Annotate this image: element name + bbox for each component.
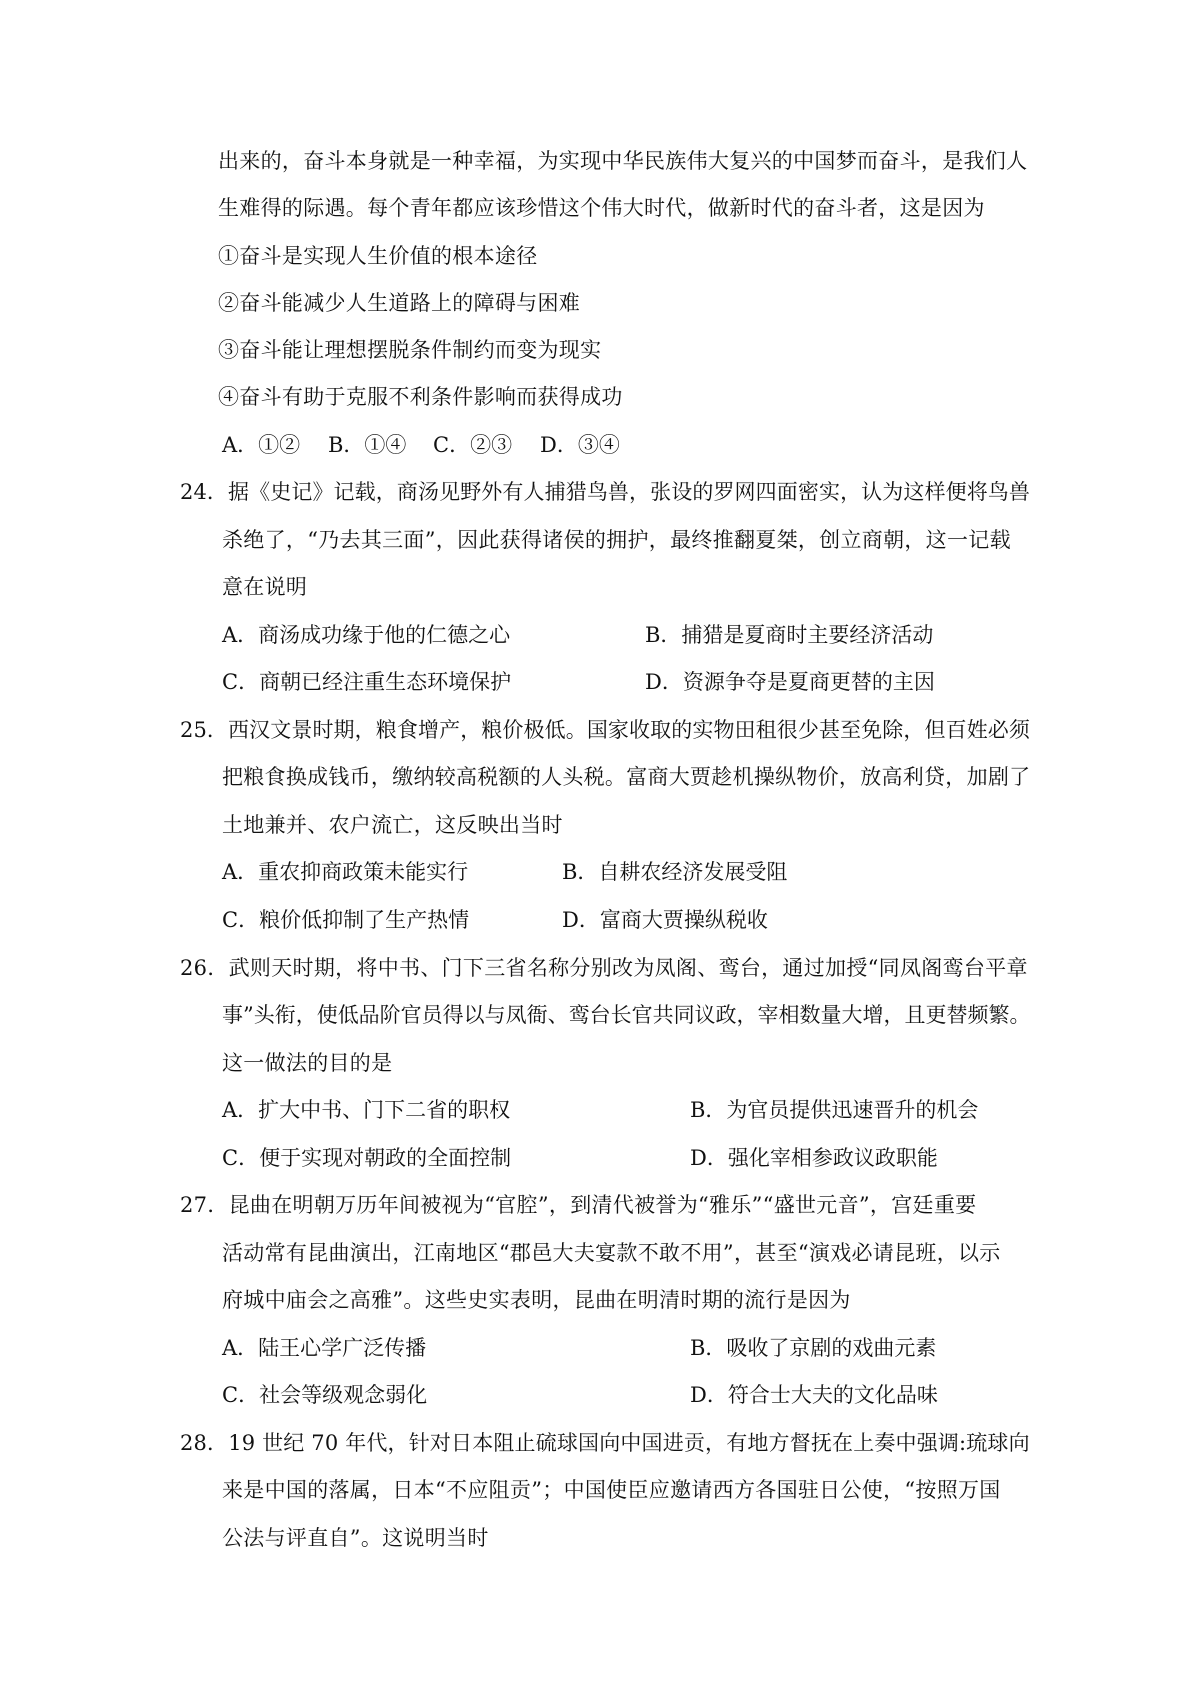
- q24-option-d: D．资源争夺是夏商更替的主因: [645, 670, 935, 694]
- q24-option-b: B．捕猎是夏商时主要经济活动: [645, 623, 934, 647]
- q27-option-d: D．符合士大夫的文化品味: [690, 1383, 938, 1407]
- q23-option-d: D．③④: [540, 433, 620, 457]
- q23-option-b: B．①④: [328, 433, 407, 457]
- q25-option-c: C．粮价低抑制了生产热情: [222, 908, 470, 932]
- q28-line-1: 28．19 世纪 70 年代，针对日本阻止硫球国向中国进贡，有地方督抚在上奏中强调:琉球向: [180, 1431, 1030, 1455]
- q25-line-3: 土地兼并、农户流亡，这反映出当时: [222, 813, 563, 837]
- q24-line-1: 24．据《史记》记载，商汤见野外有人捕猎鸟兽，张设的罗网四面密实，认为这样便将鸟兽: [180, 480, 1031, 504]
- q26-line-3: 这一做法的目的是: [222, 1051, 393, 1075]
- q24-option-a: A．商汤成功缘于他的仁德之心: [222, 623, 511, 647]
- q26-option-b: B．为官员提供迅速晋升的机会: [690, 1098, 979, 1122]
- q25-option-d: D．富商大贾操纵税收: [562, 908, 768, 932]
- q26-option-a: A．扩大中书、门下二省的职权: [222, 1098, 511, 1122]
- q26-line-2: 事”头衔，使低品阶官员得以与凤衙、鸾台长官共同议政，宰相数量大增，且更替频繁。: [222, 1003, 1031, 1027]
- q25-line-1: 25．西汉文景时期，粮食增产，粮价极低。国家收取的实物田租很少甚至免除，但百姓必须: [180, 718, 1031, 742]
- q25-option-b: B．自耕农经济发展受阻: [562, 860, 788, 884]
- q23-line-2: 生难得的际遇。每个青年都应该珍惜这个伟大时代，做新时代的奋斗者，这是因为: [218, 196, 985, 220]
- q26-line-1: 26．武则天时期，将中书、门下三省名称分别改为凤阁、鸾台，通过加授“同凤阁鸾台平章: [180, 956, 1028, 980]
- q23-statement-1: ①奋斗是实现人生价值的根本途径: [218, 244, 538, 268]
- q23-option-a: A．①②: [222, 433, 301, 457]
- q26-option-c: C．便于实现对朝政的全面控制: [222, 1146, 512, 1170]
- q27-option-b: B．吸收了京剧的戏曲元素: [690, 1336, 937, 1360]
- q24-line-3: 意在说明: [222, 575, 308, 599]
- q28-line-3: 公法与评直自”。这说明当时: [222, 1526, 489, 1550]
- q23-statement-4: ④奋斗有助于克服不利条件影响而获得成功: [218, 385, 623, 409]
- q23-statement-3: ③奋斗能让理想摆脱条件制约而变为现实: [218, 338, 602, 362]
- q27-option-c: C．社会等级观念弱化: [222, 1383, 428, 1407]
- q26-option-d: D．强化宰相参政议政职能: [690, 1146, 938, 1170]
- q24-line-2: 杀绝了，“乃去其三面”，因此获得诸侯的拥护，最终推翻夏桀，创立商朝，这一记载: [222, 528, 1011, 552]
- q25-line-2: 把粮食换成钱币，缴纳较高税额的人头税。富商大贾趁机操纵物价，放高利贷，加剧了: [222, 765, 1031, 789]
- q27-line-2: 活动常有昆曲演出，江南地区“郡邑大夫宴款不敢不用”，甚至“演戏必请昆班，以示: [222, 1241, 1001, 1265]
- q27-option-a: A．陆王心学广泛传播: [222, 1336, 427, 1360]
- q27-line-1: 27．昆曲在明朝万历年间被视为“官腔”，到清代被誉为“雅乐”“盛世元音”，宫廷重要: [180, 1193, 977, 1217]
- q24-option-c: C．商朝已经注重生态环境保护: [222, 670, 512, 694]
- q23-line-1: 出来的，奋斗本身就是一种幸福，为实现中华民族伟大复兴的中国梦而奋斗，是我们人: [218, 149, 1028, 173]
- q28-line-2: 来是中国的落属，日本“不应阻贡”；中国使臣应邀请西方各国驻日公使，“按照万国: [222, 1478, 1001, 1502]
- q25-option-a: A．重农抑商政策未能实行: [222, 860, 469, 884]
- q27-line-3: 府城中庙会之高雅”。这些史实表明，昆曲在明清时期的流行是因为: [222, 1288, 851, 1312]
- q23-statement-2: ②奋斗能减少人生道路上的障碍与困难: [218, 291, 581, 315]
- q23-option-c: C．②③: [433, 433, 513, 457]
